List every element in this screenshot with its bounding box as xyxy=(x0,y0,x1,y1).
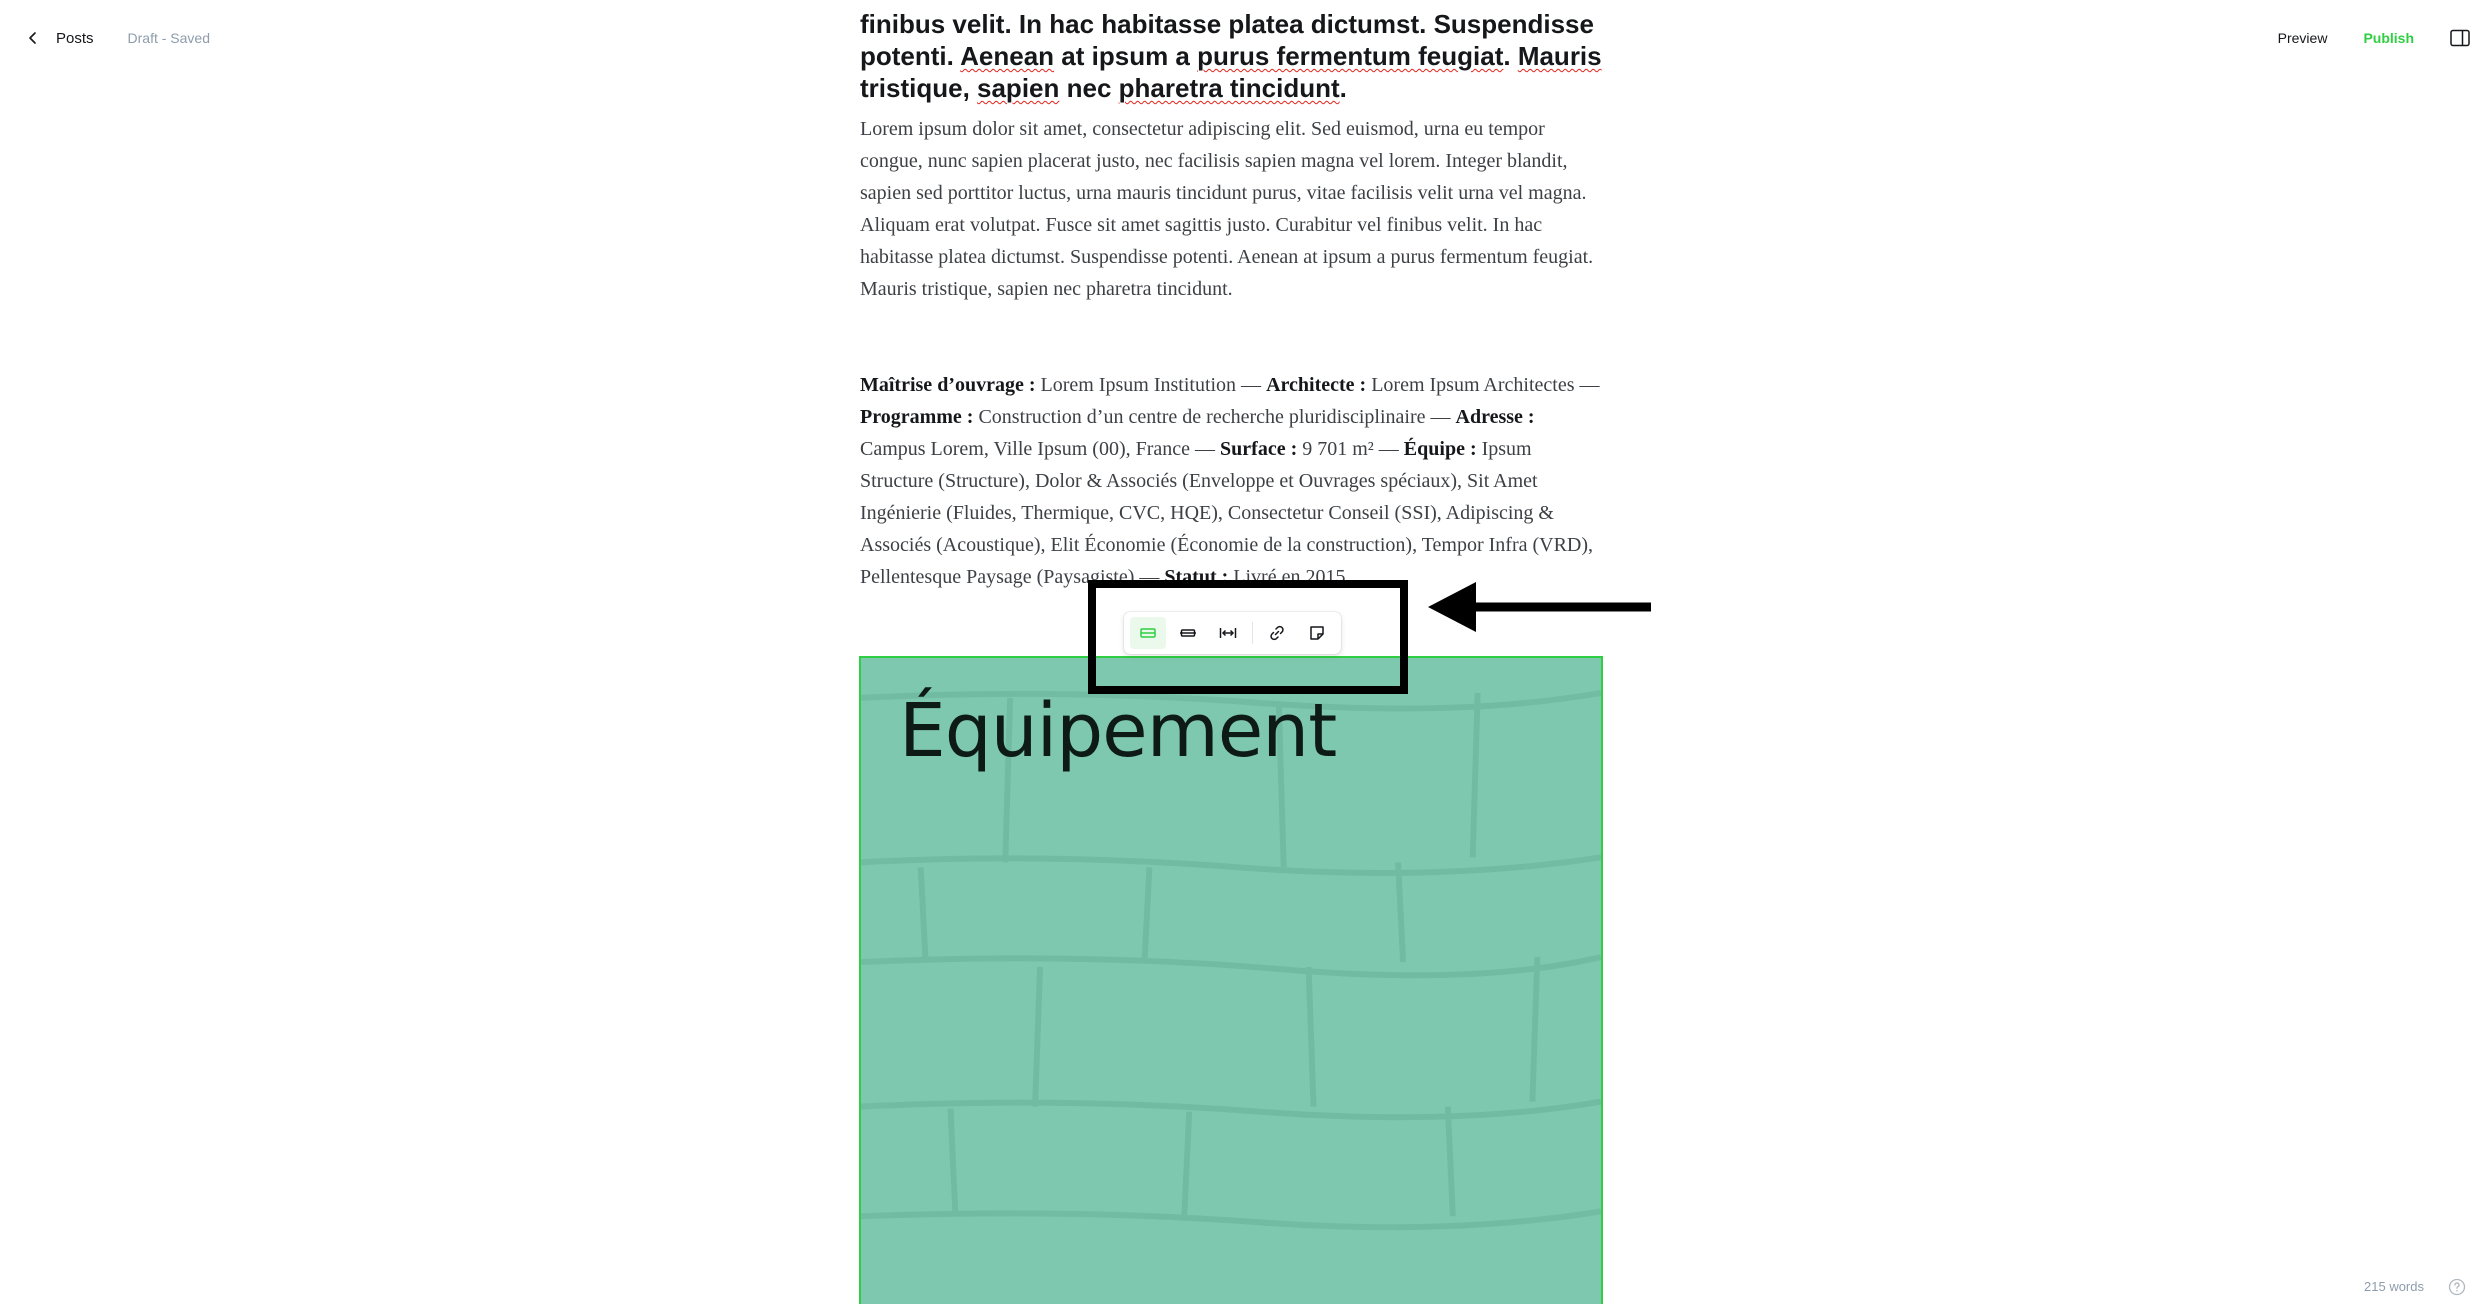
value-programme: Construction d’un centre de recherche pluridisciplinaire — xyxy=(973,406,1456,428)
wide-width-button[interactable] xyxy=(1170,617,1206,649)
card-toolbar xyxy=(1124,612,1341,654)
label-surface: Surface : xyxy=(1220,438,1298,460)
value-surface: 9 701 m² — xyxy=(1297,438,1404,460)
toolbar-separator xyxy=(1252,622,1253,644)
regular-width-button[interactable] xyxy=(1130,617,1166,649)
heading-text: Aenean xyxy=(960,41,1055,71)
preview-button[interactable]: Preview xyxy=(2277,30,2328,46)
publish-button[interactable]: Publish xyxy=(2363,30,2414,46)
topbar-left xyxy=(24,22,210,54)
wide-width-icon xyxy=(1179,624,1197,642)
value-equipe: Ipsum Structure (Structure), Dolor & Associés (Enveloppe et Ouvrages spéciaux), Sit Amet Ingénierie (Fluides, Thermique, CVC, HQE), Consectetur Conseil (SSI), Adipiscing & Associés (Acoustique), Elit Économie (Économie de la construction), Tempor Infra (VRD), Pellentesque Paysage (Paysagiste) — xyxy=(860,438,1594,588)
value-maitrise: Lorem Ipsum Institution — xyxy=(1035,374,1267,396)
heading-text: sapien xyxy=(977,73,1060,103)
chevron-left-icon xyxy=(24,29,42,47)
label-programme: Programme : xyxy=(860,406,974,428)
image-card[interactable] xyxy=(859,656,1603,1304)
heading-text: tristique, xyxy=(860,73,978,103)
full-width-icon xyxy=(1219,624,1237,642)
link-button[interactable] xyxy=(1259,617,1295,649)
sidebar-toggle-icon[interactable] xyxy=(2450,29,2470,47)
label-statut: Statut : xyxy=(1164,566,1229,588)
heading-text: nec xyxy=(1059,73,1119,103)
back-to-posts-link[interactable] xyxy=(24,29,94,47)
value-adresse: Campus Lorem, Ville Ipsum (00), France — xyxy=(860,438,1221,460)
draft-status: Draft - Saved xyxy=(127,30,210,46)
heading-text: pharetra tincidunt xyxy=(1118,73,1340,103)
value-statut: Livré en 2015 xyxy=(1228,566,1346,588)
label-adresse: Adresse : xyxy=(1455,406,1535,428)
link-icon xyxy=(1268,624,1286,642)
heading-text: . xyxy=(1339,73,1347,103)
label-equipe: Équipe : xyxy=(1403,438,1477,460)
heading-text: Mauris xyxy=(1517,41,1602,71)
help-icon[interactable] xyxy=(2448,1278,2466,1296)
heading-text: purus fermentum feugiat xyxy=(1197,41,1504,71)
heading-text: potenti. xyxy=(860,41,961,71)
heading-text: . xyxy=(1503,41,1518,71)
image-title: Équipement xyxy=(899,688,1337,774)
label-maitrise: Maîtrise d’ouvrage : xyxy=(860,374,1036,396)
post-heading[interactable] xyxy=(860,8,1604,104)
value-architecte: Lorem Ipsum Architectes — xyxy=(1366,374,1600,396)
body-paragraph[interactable]: Lorem ipsum dolor sit amet, consectetur adipiscing elit. Sed euismod, urna eu tempor congue, nunc sapien placerat justo, nec facilisis sapien magna vel lorem. Integer blandit, sapien sed porttitor luctus, urna mauris tincidunt purus, vitae facilisis velit urna vel magna. Aliquam erat volutpat. Fusce sit amet sagittis justo. Curabitur vel finibus velit. In hac habitasse platea dictumst. Suspendisse potenti. Aenean at ipsum a purus fermentum feugiat. Mauris tristique, sapien nec pharetra tincidunt. xyxy=(860,118,1594,300)
heading-line-1: finibus velit. In hac habitasse platea dictumst. Suspendisse xyxy=(860,9,1594,39)
label-architecte: Architecte : xyxy=(1266,374,1367,396)
full-width-button[interactable] xyxy=(1210,617,1246,649)
word-count: 215 words xyxy=(2364,1279,2424,1294)
snippet-icon xyxy=(1308,624,1326,642)
heading-text: at ipsum a xyxy=(1054,41,1198,71)
back-label: Posts xyxy=(56,29,94,47)
regular-width-icon xyxy=(1139,624,1157,642)
snippet-button[interactable] xyxy=(1299,617,1335,649)
project-info-paragraph[interactable] xyxy=(860,369,1604,593)
topbar-right xyxy=(2278,22,2470,54)
